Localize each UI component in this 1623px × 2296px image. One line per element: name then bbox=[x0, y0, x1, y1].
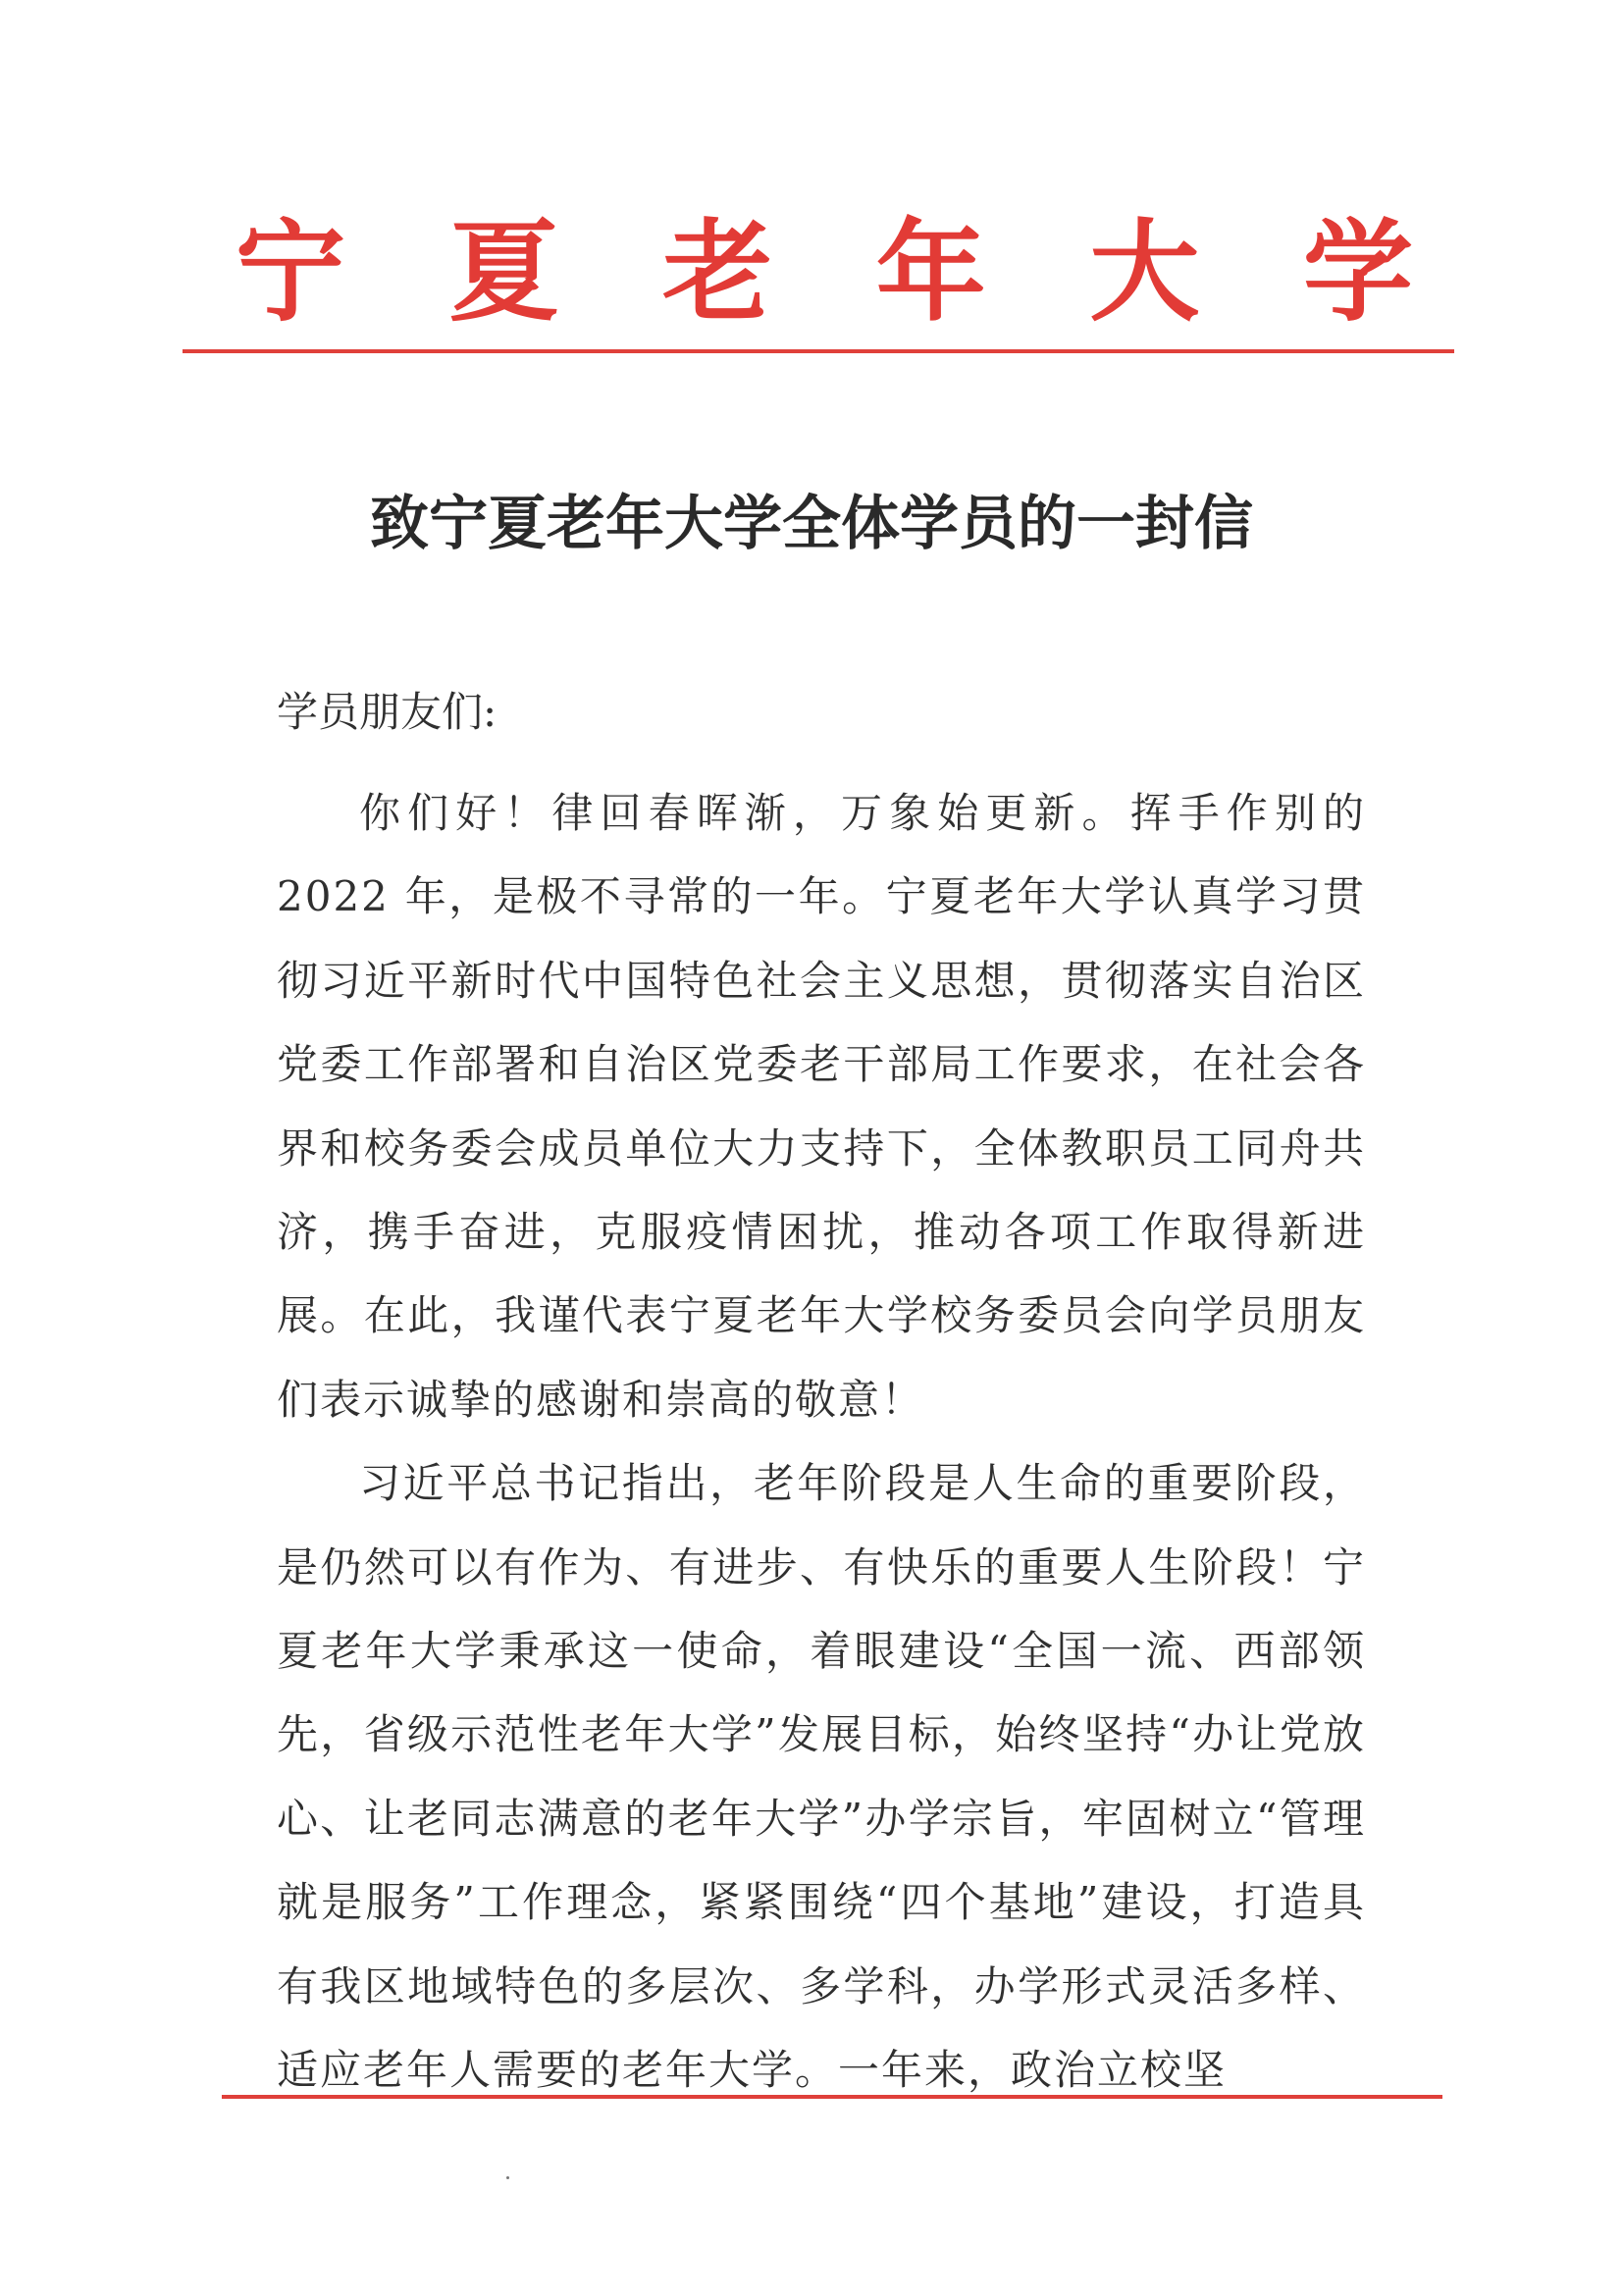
salutation: 学员朋友们: bbox=[277, 688, 497, 736]
masthead-char: 学 bbox=[1302, 208, 1413, 337]
masthead-char: 宁 bbox=[236, 208, 345, 337]
masthead bbox=[236, 204, 1413, 341]
document-title: 致宁夏老年大学全体学员的一封信 bbox=[370, 490, 1253, 558]
masthead-divider bbox=[183, 349, 1454, 353]
letter-body bbox=[277, 771, 1366, 2113]
masthead-char: 老 bbox=[662, 208, 773, 337]
paragraph: 你们好！律回春晖渐，万象始更新。挥手作别的 2022 年，是极不寻常的一年。宁夏老年大学认真学习贯彻习近平新时代中国特色社会主义思想，贯彻落实自治区党委工作部署和自治区党委老干部局工作要求，在社会各界和校务委会成员单位大力支持下，全体教职员工同舟共济，携手奋进，克服疫情困扰，推动各项工作取得新进展。在此，我谨代表宁夏老年大学校务委员会向学员朋友们表示诚挚的感谢和崇高的敬意！ bbox=[277, 789, 1366, 1424]
paragraph: 习近平总书记指出，老年阶段是人生命的重要阶段，是仍然可以有作为、有进步、有快乐的重要人生阶段！宁夏老年大学秉承这一使命，着眼建设“全国一流、西部领先，省级示范性老年大学”发展目标，始终坚持“办让党放心、让老同志满意的老年大学”办学宗旨，牢固树立“管理就是服务”工作理念，紧紧围绕“四个基地”建设，打造具有我区地域特色的多层次、多学科，办学形式灵活多样、适应老年人需要的老年大学。一年来，政治立校坚 bbox=[277, 1459, 1366, 2095]
masthead-char: 年 bbox=[875, 208, 986, 337]
footer-divider bbox=[222, 2095, 1442, 2099]
masthead-char: 夏 bbox=[448, 208, 559, 337]
scan-speck bbox=[506, 2176, 509, 2179]
masthead-char: 大 bbox=[1089, 208, 1200, 337]
